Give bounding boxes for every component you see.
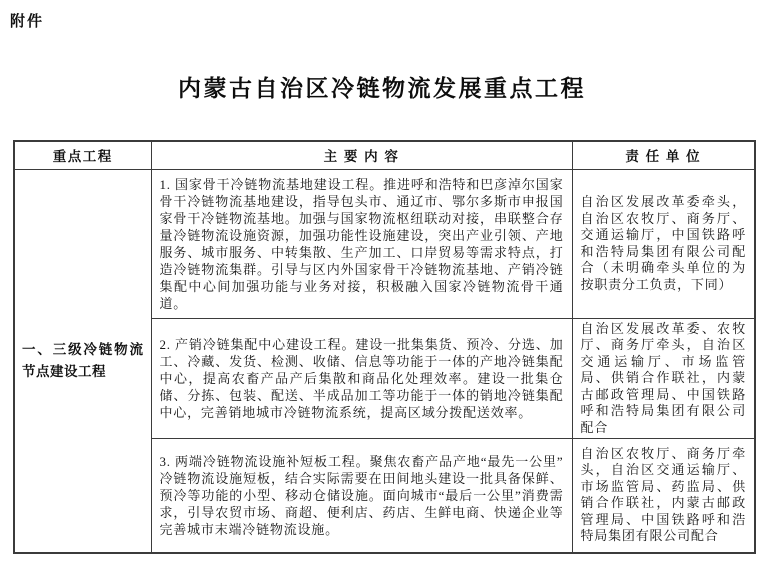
project-3-responsible: 自治区农牧厅、商务厅牵头，自治区交通运输厅、市场监管局、药监局、供销合作联社，内蒙古邮政管理局、中国铁路呼和浩特局集团有限公司配合 [572,439,755,553]
project-1-content: 1. 国家骨干冷链物流基地建设工程。推进呼和浩特和巴彦淖尔国家骨干冷链物流基地建设，指导包头市、通辽市、鄂尔多斯市申报国家骨干冷链物流基地。加强与国家物流枢纽联动对接，串联整合存量冷链物流设施资源，加强功能性设施建设，突出产业引领、产地服务、城市服务、中转集散、生产加工、口岸贸易等需求特点，打造冷链物流集群。引导与区内外国家骨干冷链物流基地、产销冷链集配中心间加强功能与业务对接，积极融入国家冷链物流骨干通道。 [151,169,572,318]
table-row [14,169,755,318]
table-header-row [14,141,755,169]
header-key-project: 重点工程 [14,141,151,169]
attachment-label: 附件 [10,13,45,30]
row-group-label: 一、三级冷链物流节点建设工程 [14,169,151,553]
header-responsible-unit: 责 任 单 位 [572,141,755,169]
header-main-content: 主 要 内 容 [151,141,572,169]
project-2-responsible: 自治区发展改革委、农牧厅、商务厅牵头，自治区交通运输厅、市场监管局、供销合作联社，内蒙古邮政管理局、中国铁路呼和浩特局集团有限公司配合 [572,318,755,439]
projects-table [13,140,756,554]
project-3-content: 3. 两端冷链物流设施补短板工程。聚焦农畜产品产地“最先一公里”冷链物流设施短板，结合实际需要在田间地头建设一批具备保鲜、预冷等功能的小型、移动仓储设施。面向城市“最后一公里”消费需求，引导农贸市场、商超、便利店、药店、生鲜电商、快递企业等完善城市末端冷链物流设施。 [151,439,572,553]
page-title: 内蒙古自治区冷链物流发展重点工程 [178,76,586,101]
project-1-responsible: 自治区发展改革委牵头，自治区农牧厅、商务厅、交通运输厅，中国铁路呼和浩特局集团有限公司配合（未明确牵头单位的为按职责分工负责，下同） [572,169,755,318]
project-2-content: 2. 产销冷链集配中心建设工程。建设一批集集货、预冷、分选、加工、冷藏、发货、检测、收储、信息等功能于一体的产地冷链集配中心，提高农畜产品产后集散和商品化处理效率。建设一批集仓储、分拣、包装、配送、半成品加工等功能于一体的销地冷链集配中心，完善销地城市冷链物流系统，提高区域分拨配送效率。 [151,318,572,439]
